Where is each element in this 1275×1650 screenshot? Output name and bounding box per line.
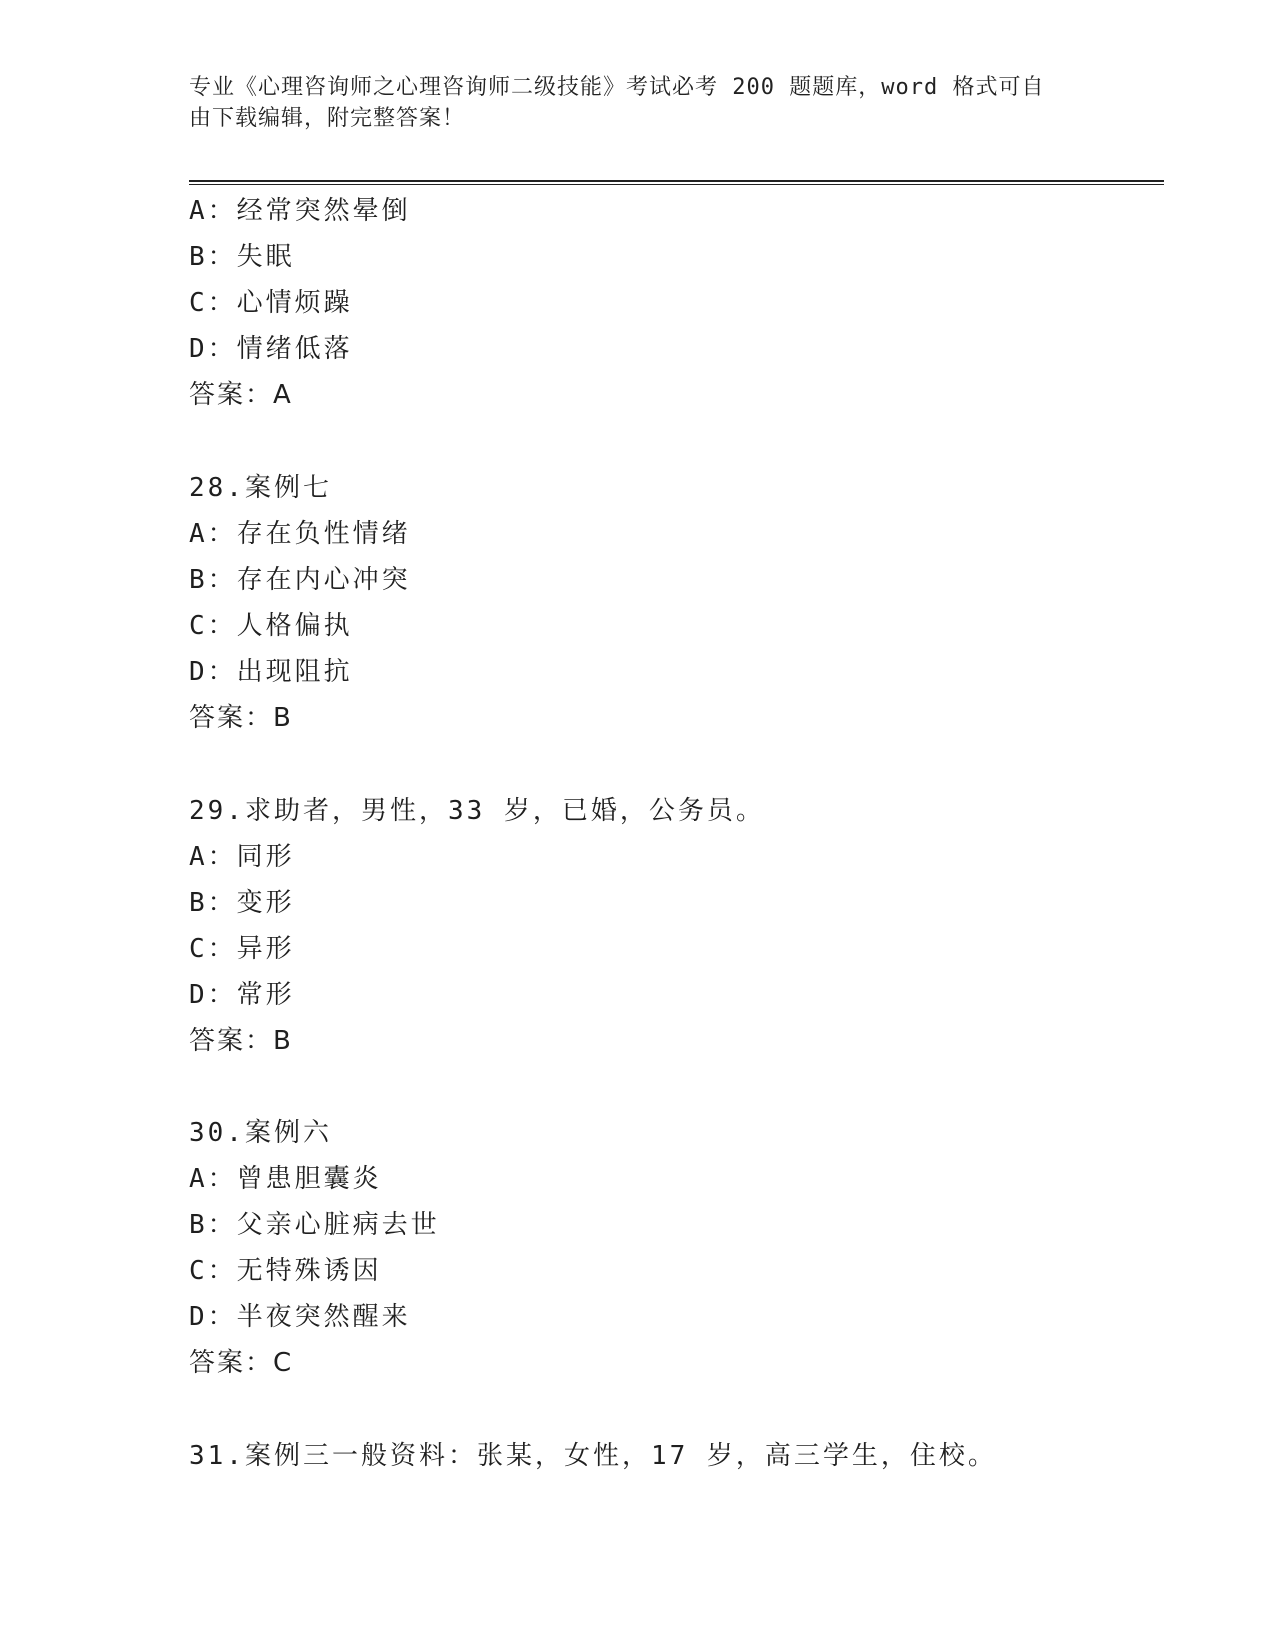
header-line-1: 专业《心理咨询师之心理咨询师二级技能》考试必考 200 题题库，word 格式可自 [189,75,1045,100]
option-a: A：经常突然晕倒 [189,196,411,226]
option-d: D：出现阻抗 [189,657,353,687]
option-c: C：异形 [189,934,295,964]
answer-line: 答案：C [189,1348,294,1378]
option-a: A：存在负性情绪 [189,519,411,549]
option-a: A：同形 [189,842,295,872]
option-b: B：父亲心脏病去世 [189,1210,440,1240]
option-b: B：失眠 [189,242,295,272]
option-d: D：常形 [189,980,295,1010]
header-line-2: 由下载编辑，附完整答案！ [189,106,466,131]
question-30: 30.案例六 [189,1118,332,1148]
answer-line: 答案：A [189,380,293,410]
question-29: 29.求助者，男性，33 岁，已婚，公务员。 [189,796,765,826]
option-b: B：存在内心冲突 [189,565,411,595]
option-c: C：无特殊诱因 [189,1256,382,1286]
option-a: A：曾患胆囊炎 [189,1164,382,1194]
option-c: C：心情烦躁 [189,288,353,318]
option-b: B：变形 [189,888,295,918]
document-header [189,72,1089,134]
header-divider [189,180,1164,185]
option-c: C：人格偏执 [189,611,353,641]
option-d: D：情绪低落 [189,334,353,364]
answer-line: 答案：B [189,703,293,733]
question-31: 31.案例三一般资料：张某，女性，17 岁，高三学生，住校。 [189,1441,997,1471]
question-28: 28.案例七 [189,473,332,503]
answer-line: 答案：B [189,1026,293,1056]
option-d: D：半夜突然醒来 [189,1302,411,1332]
